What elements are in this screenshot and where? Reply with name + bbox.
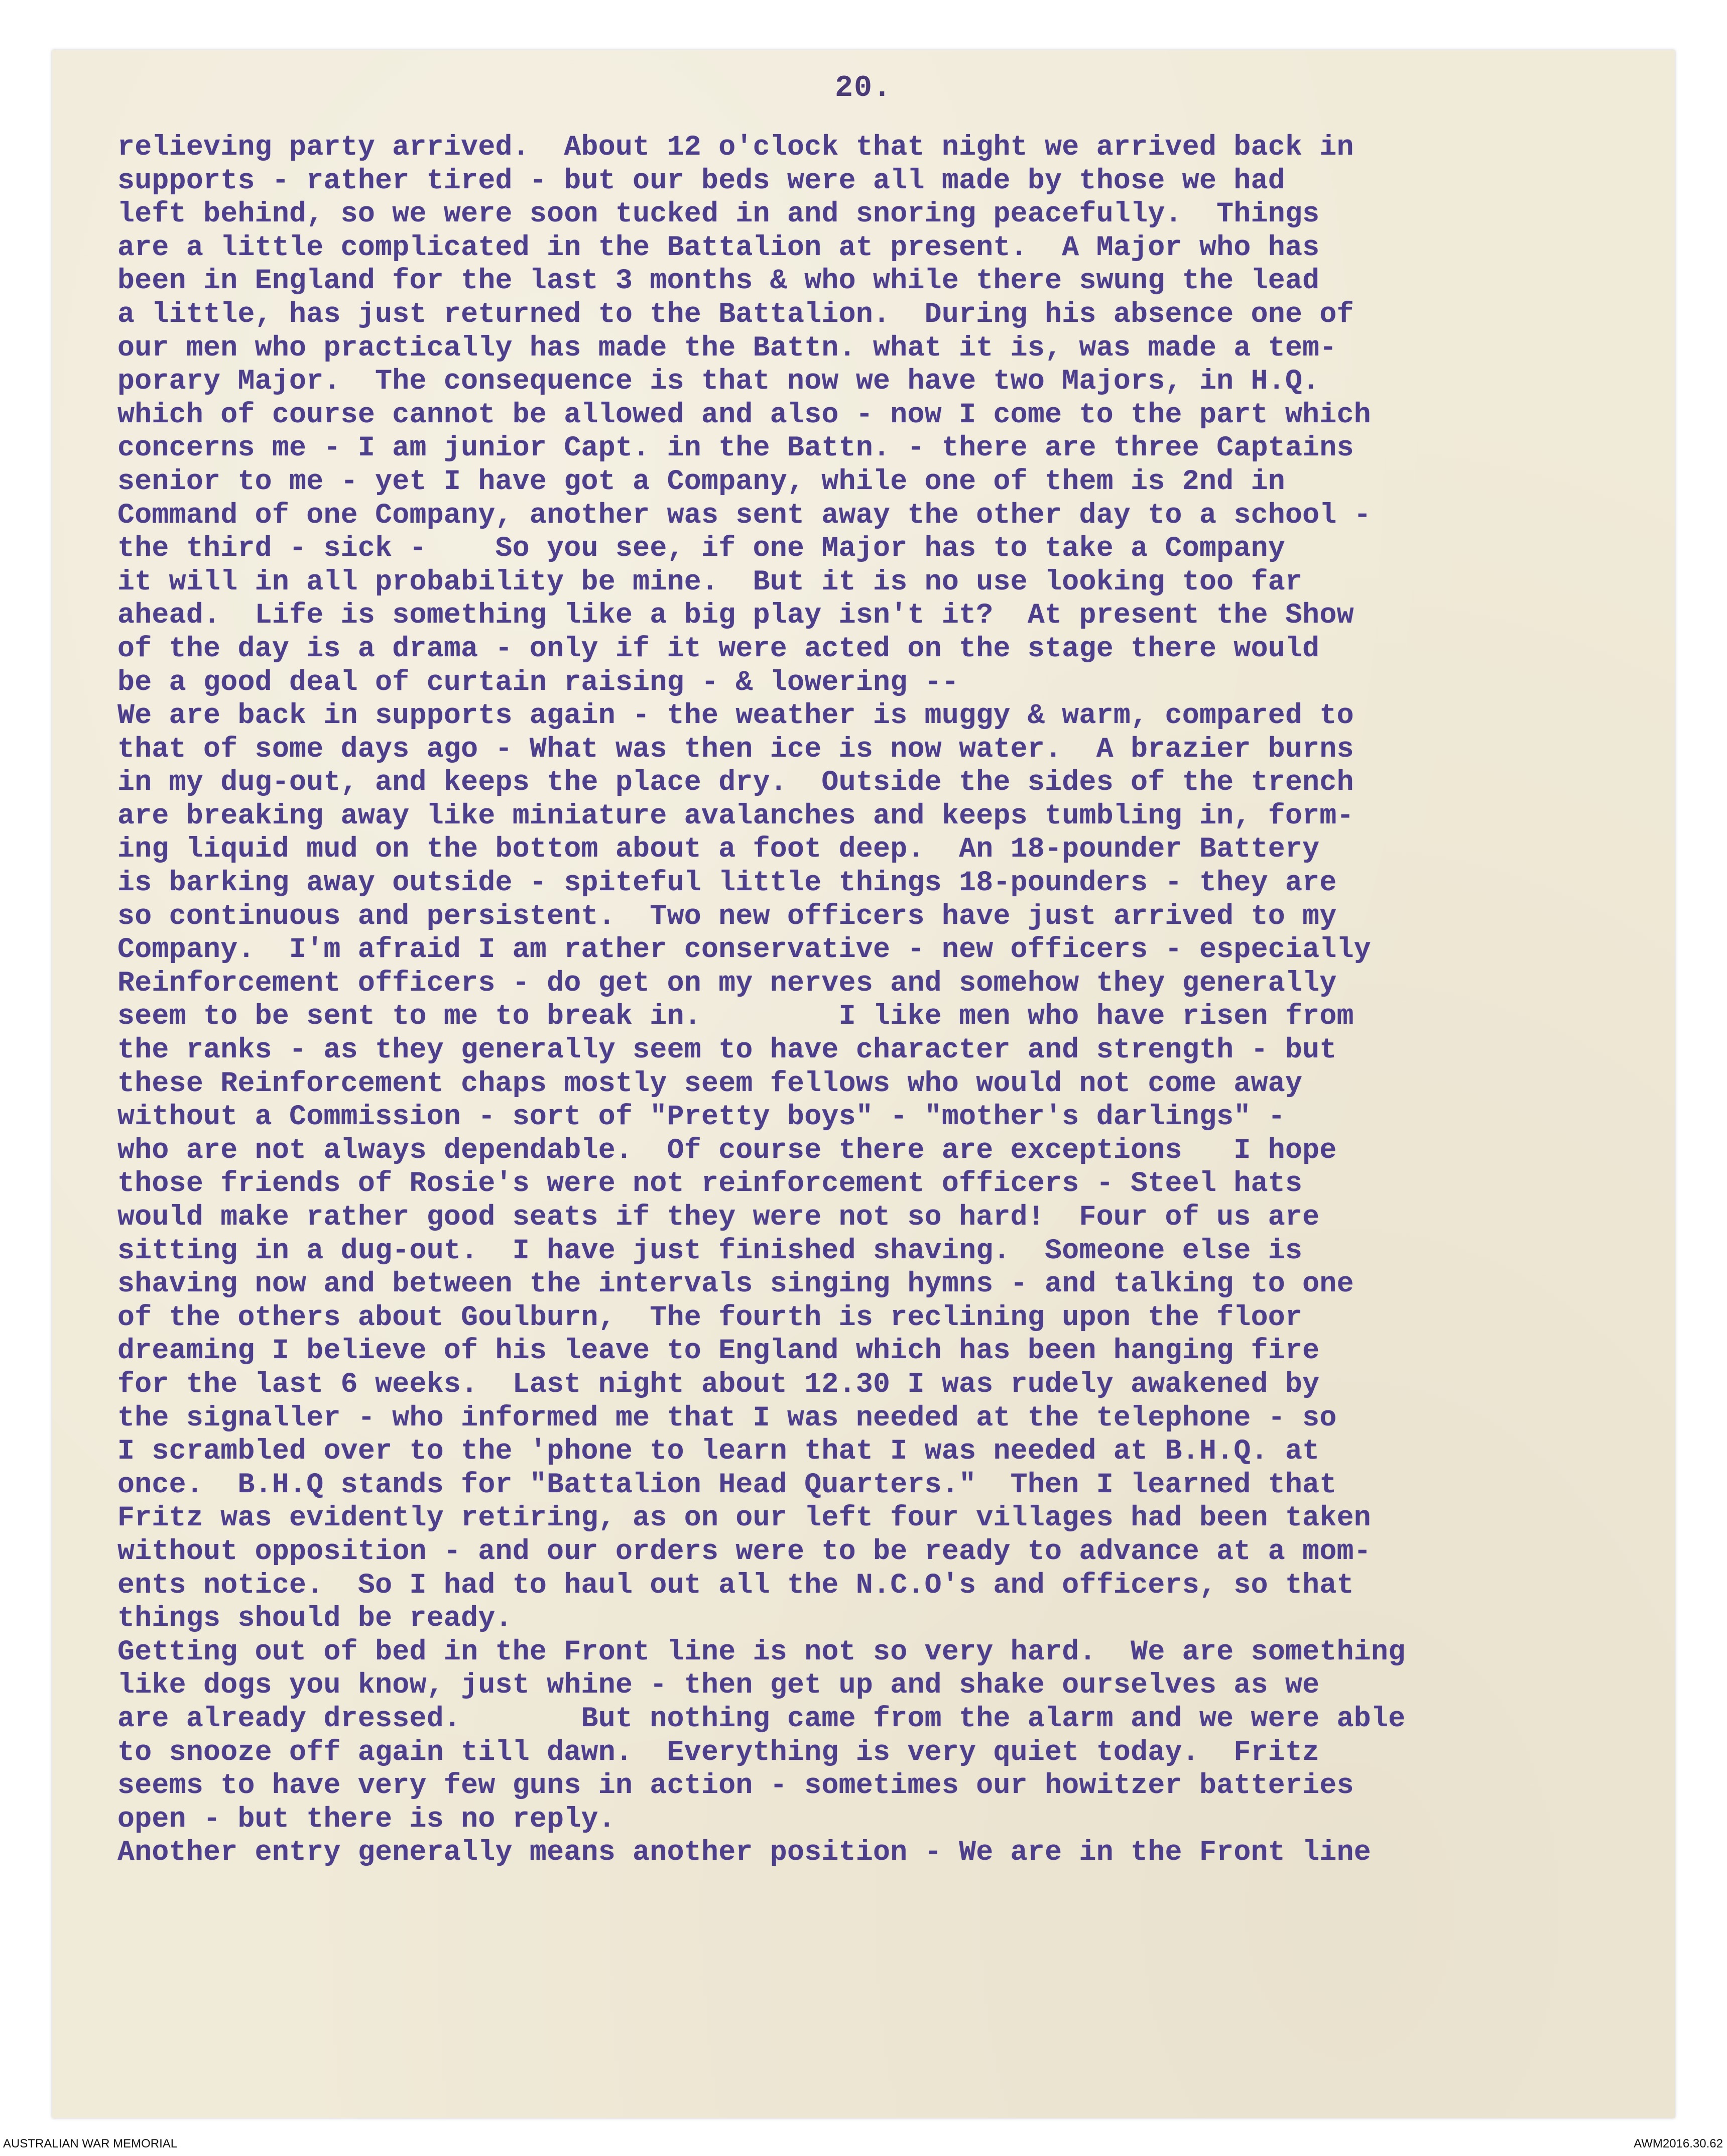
text-line: Reinforcement officers - do get on my nerves and somehow they generally	[117, 967, 1337, 999]
text-line: once. B.H.Q stands for "Battalion Head Quarters." Then I learned that	[117, 1468, 1337, 1501]
text-line: like dogs you know, just whine - then get up and shake ourselves as we	[117, 1669, 1320, 1702]
text-line: these Reinforcement chaps mostly seem fellows who would not come away	[117, 1067, 1303, 1100]
text-line: is barking away outside - spiteful little things 18-pounders - they are	[117, 867, 1337, 899]
text-line: without a Commission - sort of "Pretty boys" - "mother's darlings" -	[117, 1101, 1285, 1133]
text-line: supports - rather tired - but our beds were all made by those we had	[117, 164, 1285, 197]
text-line: things should be ready.	[117, 1602, 513, 1635]
text-line: left behind, so we were soon tucked in and snoring peacefully. Things	[117, 198, 1320, 230]
text-line: been in England for the last 3 months & who while there swung the lead	[117, 265, 1320, 297]
text-line: of the day is a drama - only if it were acted on the stage there would	[117, 632, 1320, 665]
archive-credit: AUSTRALIAN WAR MEMORIAL	[3, 2137, 178, 2150]
text-line: open - but there is no reply.	[117, 1803, 615, 1835]
text-line: those friends of Rosie's were not reinforcement officers - Steel hats	[117, 1167, 1303, 1200]
typed-page	[52, 50, 1675, 2118]
text-line: are a little complicated in the Battalion at present. A Major who has	[117, 231, 1320, 264]
body-text	[117, 131, 1649, 1869]
text-line: for the last 6 weeks. Last night about 12.30 I was rudely awakened by	[117, 1368, 1320, 1400]
text-line: would make rather good seats if they were not so hard! Four of us are	[117, 1201, 1320, 1233]
text-line: which of course cannot be allowed and also - now I come to the part which	[117, 398, 1372, 431]
text-line: Fritz was evidently retiring, as on our left four villages had been taken	[117, 1502, 1372, 1534]
text-line: the signaller - who informed me that I was needed at the telephone - so	[117, 1401, 1337, 1434]
text-line: who are not always dependable. Of course there are exceptions I hope	[117, 1134, 1337, 1166]
text-line: of the others about Goulburn, The fourth is reclining upon the floor	[117, 1301, 1303, 1334]
text-line: are breaking away like miniature avalanches and keeps tumbling in, form-	[117, 799, 1354, 832]
text-line: in my dug-out, and keeps the place dry. Outside the sides of the trench	[117, 766, 1354, 799]
text-line: senior to me - yet I have got a Company, while one of them is 2nd in	[117, 465, 1285, 498]
text-line: are already dressed. But nothing came from the alarm and we were able	[117, 1702, 1406, 1735]
text-line: to snooze off again till dawn. Everything is very quiet today. Fritz	[117, 1736, 1320, 1768]
text-line: Company. I'm afraid I am rather conservative - new officers - especially	[117, 933, 1372, 966]
text-line: ing liquid mud on the bottom about a foot deep. An 18-pounder Battery	[117, 833, 1320, 866]
text-line: that of some days ago - What was then ice is now water. A brazier burns	[117, 733, 1354, 765]
text-line: shaving now and between the intervals singing hymns - and talking to one	[117, 1268, 1354, 1300]
text-line: ents notice. So I had to haul out all the N.C.O's and officers, so that	[117, 1569, 1354, 1601]
text-line: be a good deal of curtain raising - & lowering --	[117, 666, 959, 698]
text-line: the third - sick - So you see, if one Major has to take a Company	[117, 532, 1285, 565]
text-line: a little, has just returned to the Battalion. During his absence one of	[117, 298, 1354, 330]
text-line: so continuous and persistent. Two new officers have just arrived to my	[117, 900, 1337, 932]
text-line: seems to have very few guns in action - sometimes our howitzer batteries	[117, 1769, 1354, 1802]
text-line: dreaming I believe of his leave to England which has been hanging fire	[117, 1335, 1320, 1367]
text-line: without opposition - and our orders were to be ready to advance at a mom-	[117, 1535, 1372, 1568]
text-line: our men who practically has made the Battn. what it is, was made a tem-	[117, 331, 1337, 364]
text-line: Another entry generally means another position - We are in the Front line	[117, 1836, 1372, 1869]
text-line: We are back in supports again - the weather is muggy & warm, compared to	[117, 699, 1354, 732]
text-line: seem to be sent to me to break in. I like men who have risen from	[117, 1000, 1354, 1033]
text-line: ahead. Life is something like a big play isn't it? At present the Show	[117, 599, 1354, 632]
text-line: Command of one Company, another was sent away the other day to a school -	[117, 499, 1372, 531]
text-line: the ranks - as they generally seem to have character and strength - but	[117, 1034, 1337, 1066]
text-line: relieving party arrived. About 12 o'clock that night we arrived back in	[117, 131, 1354, 163]
text-line: porary Major. The consequence is that now we have two Majors, in H.Q.	[117, 365, 1320, 398]
text-line: Getting out of bed in the Front line is not so very hard. We are something	[117, 1635, 1406, 1668]
page-number: 20.	[834, 71, 893, 105]
text-line: it will in all probability be mine. But it is no use looking too far	[117, 565, 1303, 598]
text-line: sitting in a dug-out. I have just finished shaving. Someone else is	[117, 1234, 1303, 1267]
text-line: concerns me - I am junior Capt. in the Battn. - there are three Captains	[117, 432, 1354, 464]
text-line: I scrambled over to the 'phone to learn that I was needed at B.H.Q. at	[117, 1435, 1320, 1468]
archive-reference: AWM2016.30.62	[1634, 2137, 1723, 2150]
